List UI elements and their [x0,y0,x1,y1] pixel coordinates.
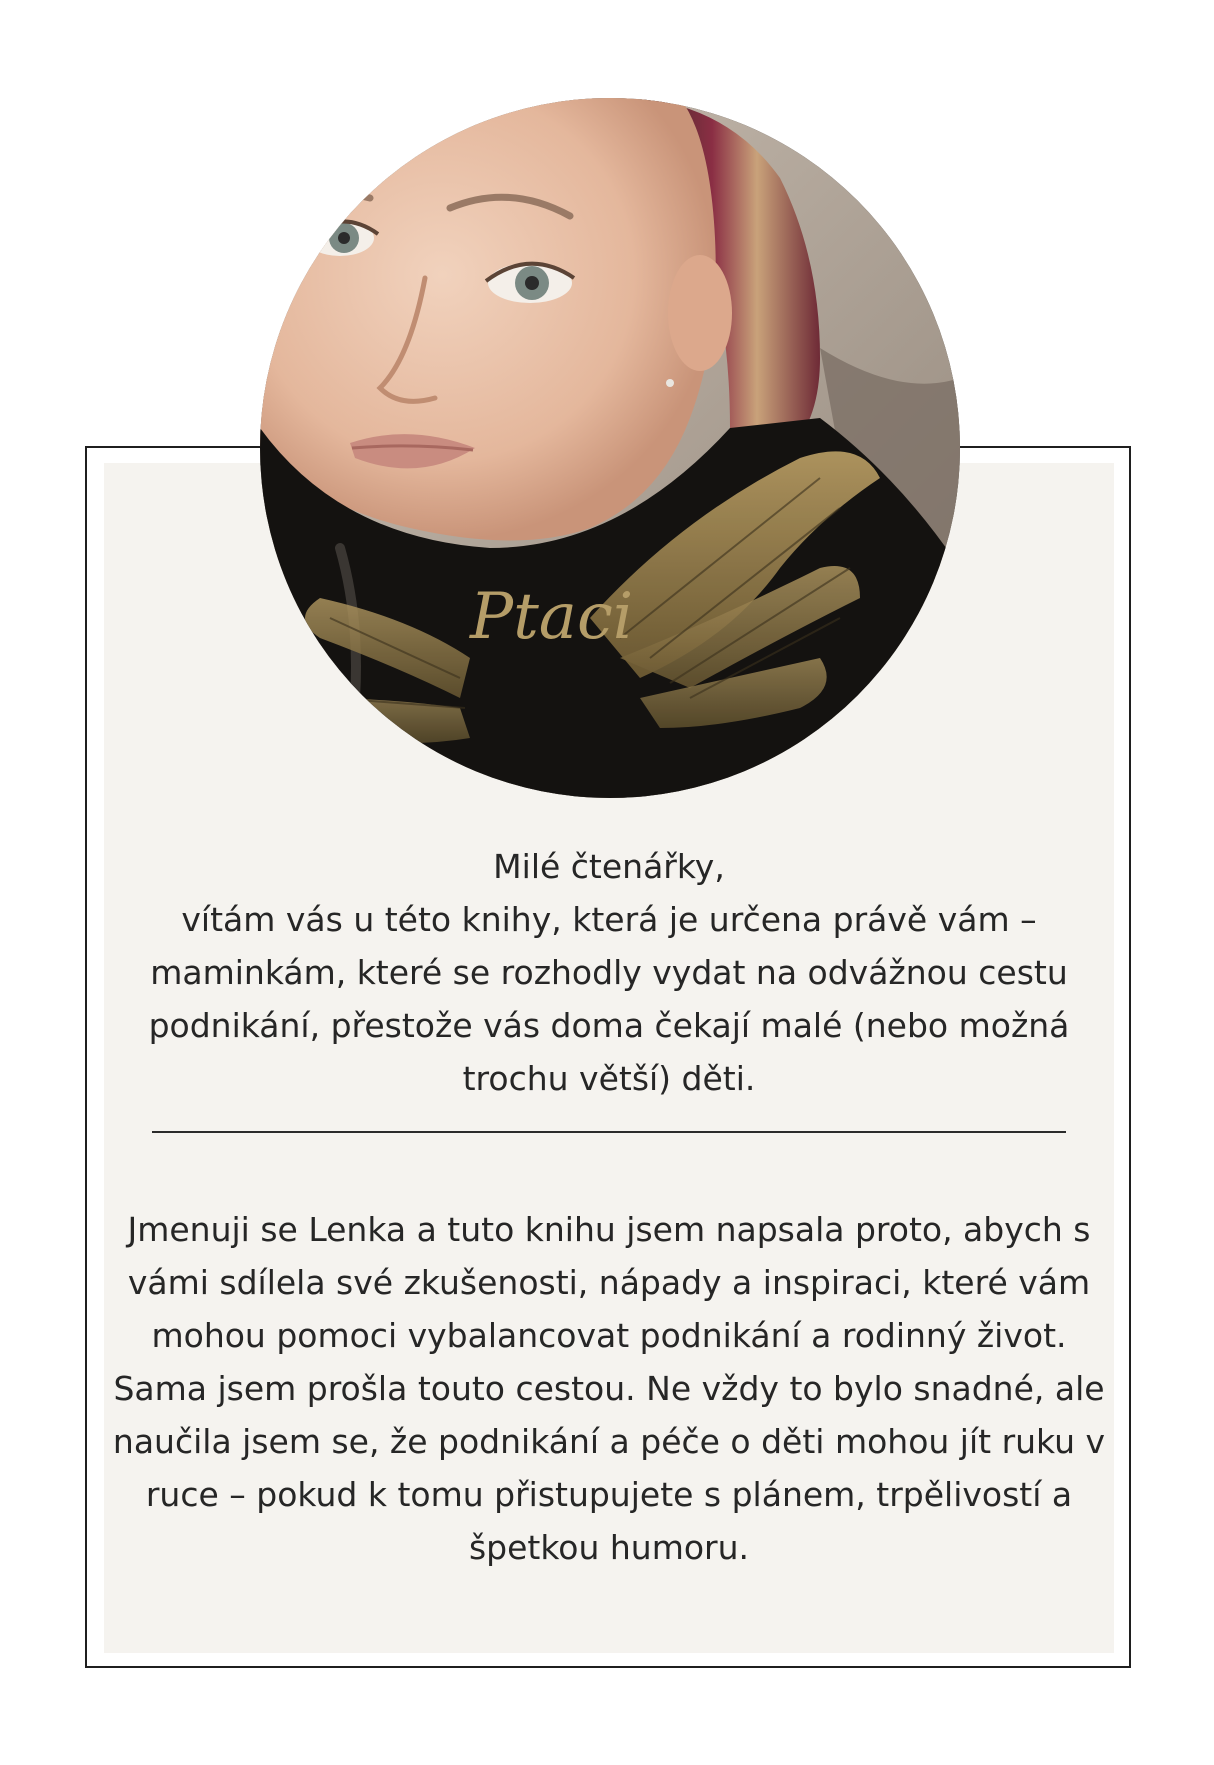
greeting-block [104,840,1114,1105]
greeting-paragraph: vítám vás u této knihy, která je určena právě vám – maminkám, které se rozhodly vydat na odvážnou cestu podnikání, přestože vás doma čekají malé (nebo možná trochu větší) děti. [148,900,1070,1098]
intro-paragraph: Jmenuji se Lenka a tuto knihu jsem napsala proto, abych s vámi sdílela své zkušenosti, nápady a inspiraci, které vám mohou pomoci vybalancovat podnikání a rodinný život. Sama jsem prošla touto cestou. Ne vždy to bylo snadné, ale naučila jsem se, že podnikání a péče o děti mohou jít ruku v ruce – pokud k tomu přistupujete s plánem, trpělivostí a špetkou humoru. [112,1210,1106,1567]
author-portrait [260,98,960,798]
face [260,98,716,541]
greeting-salutation: Milé čtenářky, [493,847,725,886]
intro-block [104,1203,1114,1574]
hoodie-logo: Ptaci [470,580,634,654]
section-divider [152,1131,1066,1133]
